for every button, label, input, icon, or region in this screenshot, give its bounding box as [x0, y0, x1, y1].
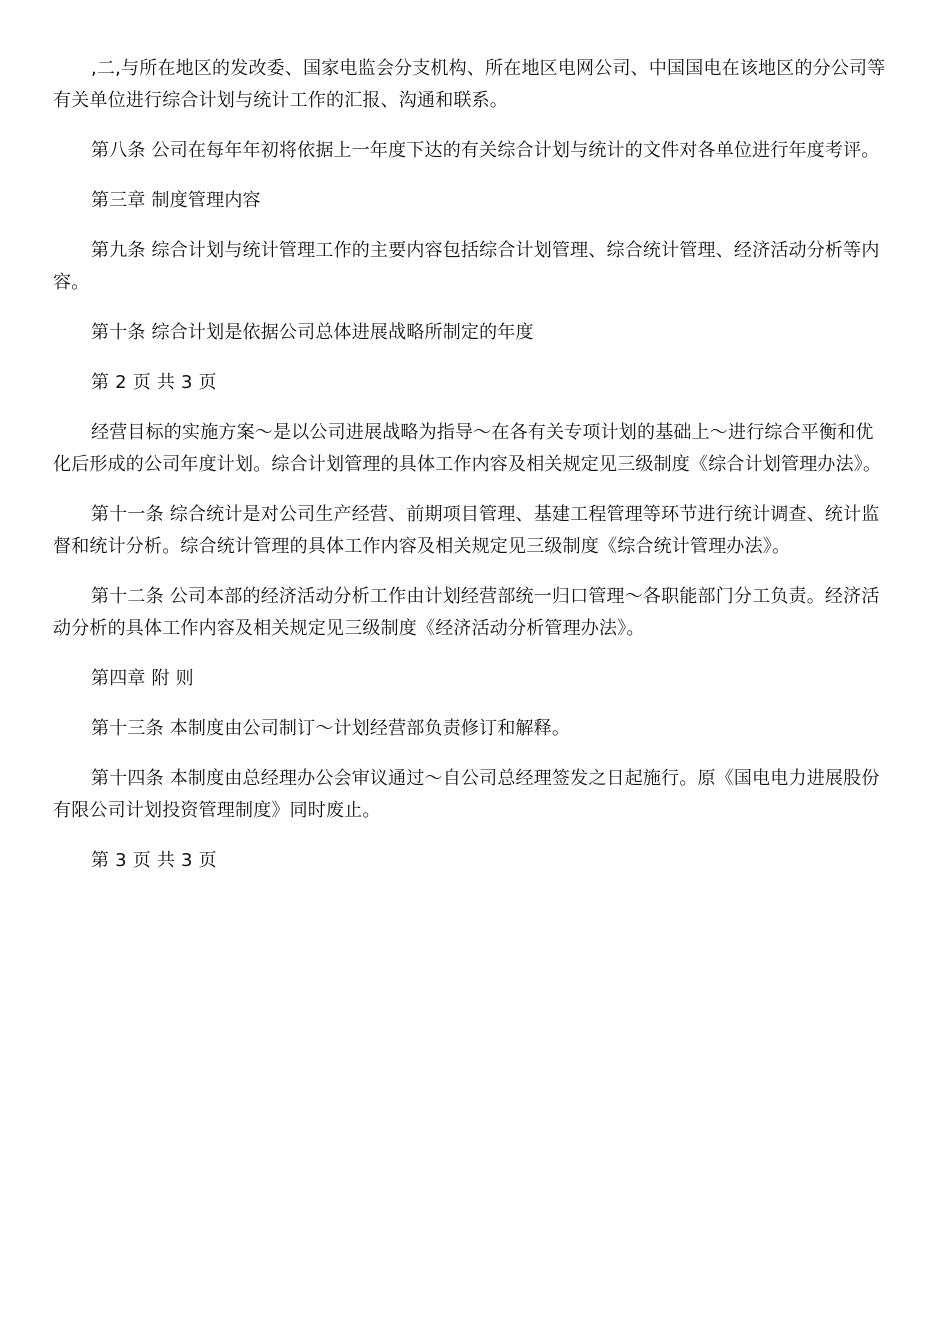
paragraph-clause-7-item-2: ,二,与所在地区的发改委、国家电监会分支机构、所在地区电网公司、中国国电在该地区的分公司等有关单位进行综合计划与统计工作的汇报、沟通和联系。 [53, 58, 886, 111]
paragraph-clause-9: 第九条 综合计划与统计管理工作的主要内容包括综合计划管理、综合统计管理、经济活动分析等内容。 [53, 240, 880, 293]
chapter-3-heading: 第三章 制度管理内容 [91, 190, 261, 211]
paragraph-clause-13: 第十三条 本制度由公司制订～计划经营部负责修订和解释。 [91, 718, 571, 739]
page-number-3: 第 3 页 共 3 页 [91, 850, 217, 871]
paragraph-clause-11: 第十一条 综合统计是对公司生产经营、前期项目管理、基建工程管理等环节进行统计调查、统计监督和统计分析。综合统计管理的具体工作内容及相关规定见三级制度《综合统计管理办法》。 [53, 504, 880, 557]
paragraph-clause-14: 第十四条 本制度由总经理办公会审议通过～自公司总经理签发之日起施行。原《国电电力进展股份有限公司计划投资管理制度》同时废止。 [53, 768, 880, 821]
chapter-4-heading: 第四章 附 则 [91, 668, 194, 689]
paragraph-clause-10-continued: 经营目标的实施方案～是以公司进展战略为指导～在各有关专项计划的基础上～进行综合平衡和优化后形成的公司年度计划。综合计划管理的具体工作内容及相关规定见三级制度《综合计划管理办法》。 [53, 422, 882, 475]
page-number-2: 第 2 页 共 3 页 [91, 372, 217, 393]
paragraph-clause-12: 第十二条 公司本部的经济活动分析工作由计划经营部统一归口管理～各职能部门分工负责。经济活动分析的具体工作内容及相关规定见三级制度《经济活动分析管理办法》。 [53, 586, 880, 639]
paragraph-clause-10-start: 第十条 综合计划是依据公司总体进展战略所制定的年度 [91, 322, 534, 343]
paragraph-clause-8: 第八条 公司在每年年初将依据上一年度下达的有关综合计划与统计的文件对各单位进行年度考评。 [91, 140, 880, 161]
